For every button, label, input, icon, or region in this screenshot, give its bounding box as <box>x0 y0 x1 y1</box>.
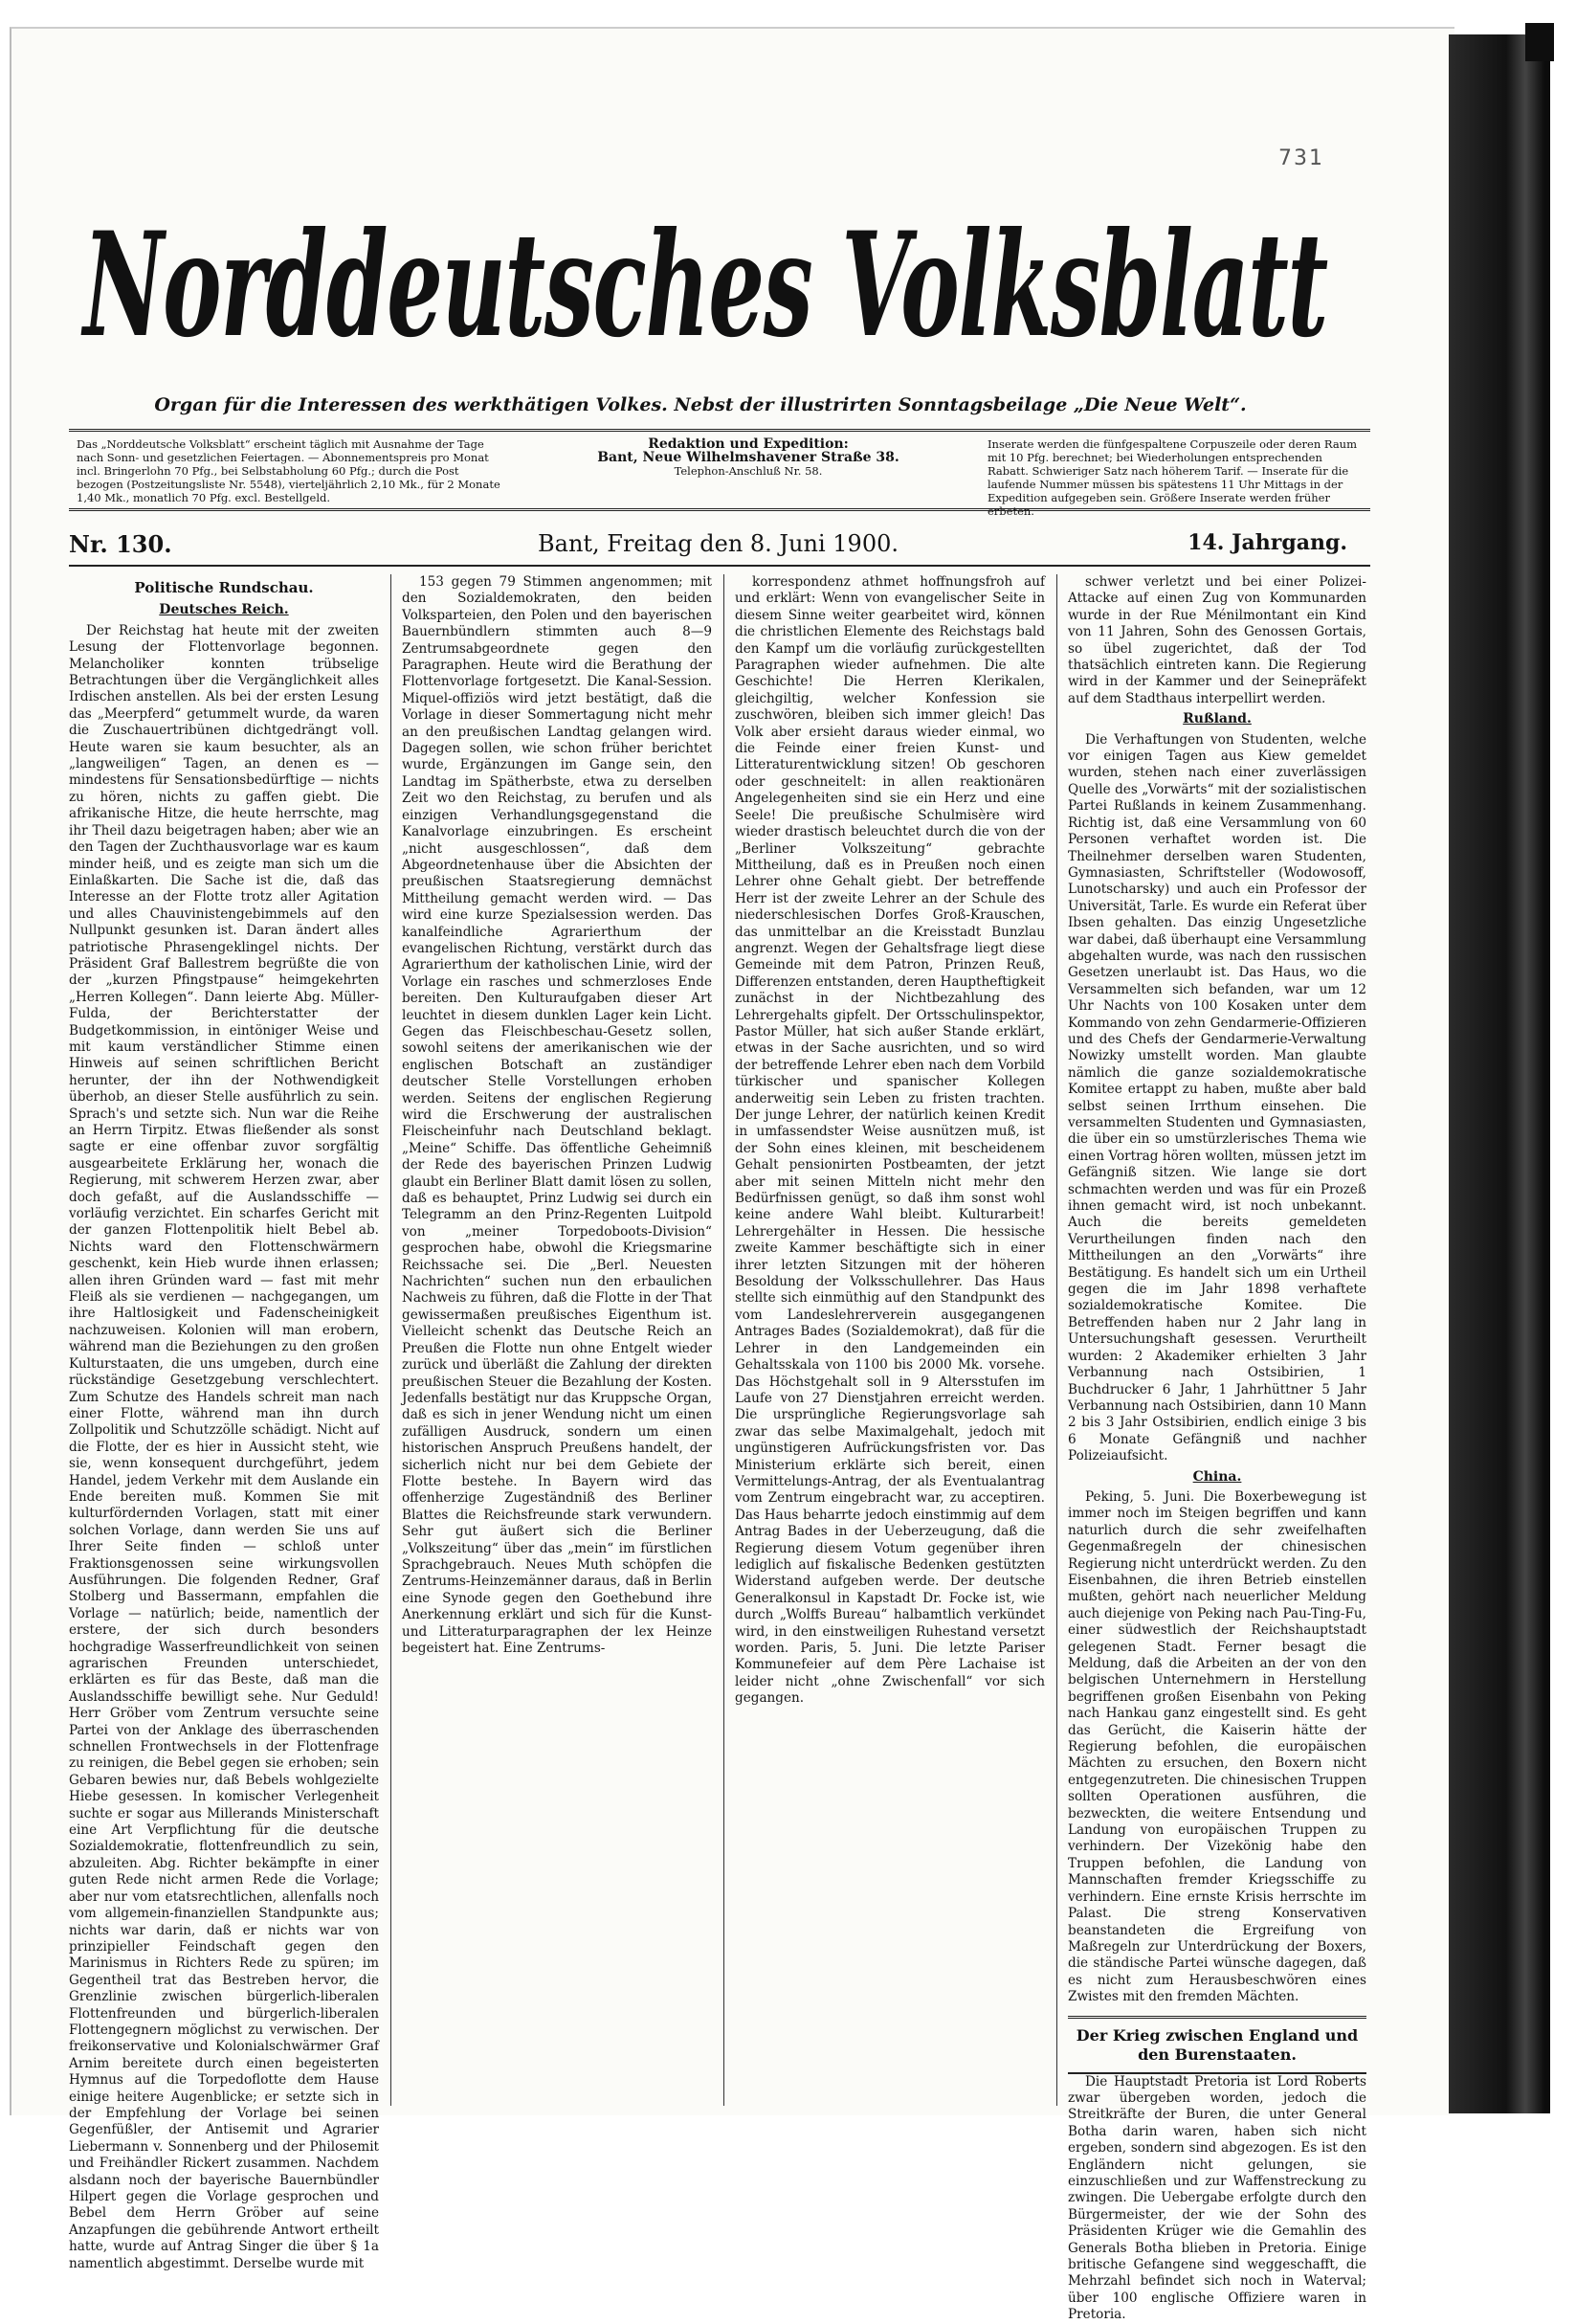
article-columns <box>69 574 1370 2323</box>
column-divider <box>1056 574 1057 2106</box>
column-4 <box>1068 574 1366 2323</box>
scan-page-edge <box>1449 34 1550 2113</box>
article-reichstag: Der Reichstag hat heute mit der zweiten Lesung der Flottenvorlage begonnen. Melancholiker konnten trübselige Betrachtungen über die Vergänglichkeit alles Irdischen anstellen. Als bei der ersten Lesung das „Meerpferd“ getummelt wurde, da waren die Zuschauertribünen dichtgedrängt voll. Heute waren sie kaum besuchter, als an „langweiligen“ Tagen, an denen es — mindestens für Sensationsbedürftige — nichts zu hören, nichts zu gaffen giebt. Die afrikanische Hitze, die heute herrschte, mag ihr Theil dazu beigetragen haben; aber wie an den Tagen der Zuchthausvorlage war es kaum minder heiß, und es zeigte man sich um die Einlaßkarten. Die Sache ist die, daß das Interesse an der Flotte trotz aller Agitation und alles Chauvinistengebimmels auf den Nullpunkt gesunken ist. Daran ändert alles patriotische Phrasengeklingel nichts. Der Präsident Graf Ballestrem begrüßte die von der „kurzen Pfingstpause“ heimgekehrten „Herren Kollegen“. Dann leierte Abg. Müller-Fulda, der Berichterstatter der Budgetkommission, in eintöniger Weise und mit kaum verständlicher Stimme einen Hinweis auf seinen schriftlichen Bericht herunter, der ihn der Nothwendigkeit überhob, an dieser Stelle ausführlich zu sein. Sprach's und setzte sich. Nun war die Reihe an Herrn Tirpitz. Etwas fließender als sonst sagte er eine offenbar zuvor sorgfältig ausgearbeitete Erklärung her, wonach die Regierung, mit schwerem Herzen zwar, aber doch gefaßt, auf die Auslandsschiffe — vorläufig verzichtet. Ein scharfes Gericht mit der ganzen Flottenpolitik hielt Bebel ab. Nichts ward den Flottenschwärmern geschenkt, kein Hieb wurde ihnen erlassen; allen ihren Gründen ward — fast mit mehr Fleiß als sie verdienen — nachgegangen, um ihre Haltlosigkeit und Fadenscheinigkeit nachzuweisen. Kolonien will man erobern, während man die Beziehungen zu den großen Kulturstaaten, die uns umgeben, durch eine rückständige Gesetzgebung verschlechtert. Zum Schutze des Handels schreit man nach einer Flotte, während man ihn durch Zollpolitik und Schutzzölle schädigt. Nicht auf die Flotte, der es hier in Aussicht steht, wie sie, wenn konsequent durchgeführt, jedem Handel, jedem Verkehr mit dem Auslande ein Ende bereiten muß. Kommen Sie mit kulturfördernden Vorlagen, statt mit einer solchen Vorlage, dann werden Sie uns auf Ihrer Seite finden — schloß unter Fraktionsgenossen seine wirkungsvollen Ausführungen. Die folgenden Redner, Graf Stolberg und Bassermann, empfahlen die Vorlage — natürlich; beide, namentlich der erstere, der sich durch besonders hochgradige Wasserfreundlichkeit von seinen agrarischen Freunden unterschiedet, erklärten es für das Beste, daß man die Auslandsschiffe bewilligt sehe. Nur Geduld! Herr Gröber vom Zentrum versuchte seine Partei von der Anklage des überraschenden schnellen Frontwechsels in der Flottenfrage zu reinigen, die Bebel gegen sie erhoben; sein Gebaren bewies nur, daß Bebels wohlgezielte Hiebe gesessen. In komischer Verlegenheit suchte er sogar aus Millerands Ministerschaft eine Art Verpflichtung für die deutsche Sozialdemokratie, flottenfreundlich zu sein, abzuleiten. Abg. Richter bekämpfte in einer guten Rede nicht armen Rede die Vorlage; aber nur vom etatsrechtlichen, allenfalls noch vom allgemein-finanziellen Standpunkte aus; nichts war darin, daß er nichts war von prinzipieller Feindschaft gegen den Marinismus in Richters Rede zu spüren; im Gegentheil trat das Bestreben hervor, die Grenzlinie zwischen bürgerlich-liberalen Flottenfreunden und bürgerlich-liberalen Flottengegnern möglichst zu verwischen. Der freikonservative und Kolonialschwärmer Graf Arnim bereitete durch einen begeisterten Hymnus auf die Torpedoflotte dem Hause einige heitere Augenblicke; er setzte sich in der Empfehlung der Vorlage bei seinen Gegenfüßler, der Antisemit und Agrarier Liebermann v. Sonnenberg und der Philosemit und Freihändler Rickert zusammen. Nachdem alsdann noch der bayerische Bauernbündler Hilpert gegen die Vorlage gesprochen und Bebel dem Herrn Gröber auf seine Anzapfungen die gebührende Antwort ertheilt hatte, wurde auf Antrag Singer die über § 1a namentlich abgestimmt. Derselbe wurde mit <box>69 622 379 2271</box>
scan-page-edge-top <box>1525 23 1554 61</box>
publication-info-row <box>69 429 1370 518</box>
issue-date: Bant, Freitag den 8. Juni 1900. <box>538 530 899 557</box>
subscription-info: Das „Norddeutsche Volksblatt“ erscheint täglich mit Ausnahme der Tage nach Sonn- und gesetzlichen Feiertagen. — Abonnementspreis pro Monat incl. Bringerlohn 70 Pfg., bei Selbstabholung 60 Pfg.; durch die Post bezogen (Postzeitungsliste Nr. 5548), vierteljährlich 2,10 Mk., für 2 Monate 1,40 Mk., monatlich 70 Pfg. excl. Bestellgeld. <box>77 437 500 504</box>
page-number: 731 <box>1278 146 1324 170</box>
article-paris-continued: schwer verletzt und bei einer Polizei-Attacke auf einen Zug von Kommunarden wurde in der Rue Ménilmontant ein Kind von 11 Jahren, Sohn des Genossen Gortais, so übel zugerichtet, daß der Tod thatsächlich eintreten kann. Die Regierung wird in der Kammer und der Seinepräfekt auf dem Stadthaus interpellirt werden. <box>1068 574 1366 706</box>
column-3 <box>735 574 1045 2106</box>
article-boer-war: Die Hauptstadt Pretoria ist Lord Roberts zwar übergeben worden, jedoch die Streitkräfte der Buren, die unter General Botha darin waren, haben sich nicht ergeben, sondern sind abgezogen. Es ist den Engländern nicht gelungen, sie einzuschließen und zur Waffenstreckung zu zwingen. Die Uebergabe erfolgte durch den Bürgermeister, der wie der Sohn des Präsidenten Krüger wie die Gemahlin des Generals Botha blieben in Pretoria. Einige britische Gefangene sind weggeschafft, die Mehrzahl befindet sich noch in Waterval; über 100 englische Offiziere waren in Pretoria. <box>1068 2073 1366 2323</box>
editorial-address <box>547 437 949 478</box>
article-column-2: 153 gegen 79 Stimmen angenommen; mit den Sozialdemokraten, den beiden Volksparteien, den Polen und den bayerischen Bauernbündlern stimmten auch 8—9 Zentrumsabgeordnete gegen den Paragraphen. Heute wird die Berathung der Flottenvorlage fortgesetzt. Die Kanal-Session. Miquel-offiziös wird jetzt bestätigt, daß die Vorlage in dieser Sommertagung nicht mehr an den preußischen Landtag gelangen wird. Dagegen sollen, wie schon früher berichtet wurde, Ergänzungen im Gange sein, den Landtag im Spätherbste, etwa zu derselben Zeit wo den Reichstag, zu berufen und als einzigen Verhandlungsgegenstand die Kanalvorlage einzubringen. Es erscheint „nicht ausgeschlossen“, daß dem Abgeordnetenhause über die Absichten der preußischen Staatsregierung demnächst Mittheilung gemacht werden wird. — Das wird eine kurze Spezialsession werden. Das kanalfeindliche Agrarierthum der evangelischen Richtung, verstärkt durch das Agrarierthum der katholischen Linie, wird der Vorlage ein rasches und schmerzloses Ende bereiten. Den Kulturaufgaben dieser Art leuchtet in diesem dunklen Lager kein Licht. Gegen das Fleischbeschau-Gesetz sollen, sowohl seitens der amerikanischen wie der englischen Botschaft an zuständiger deutscher Stelle Vorstellungen erhoben werden. Seitens der englischen Regierung wird die Erschwerung der australischen Fleischeinfuhr nach Deutschland beklagt. „Meine“ Schiffe. Das öffentliche Geheimniß der Rede des bayerischen Prinzen Ludwig glaubt ein Berliner Blatt damit lösen zu sollen, daß es behauptet, Prinz Ludwig sei durch ein Telegramm an den Prinz-Regenten Luitpold von „meiner Torpedoboots-Division“ gesprochen habe, obwohl die Kriegsmarine Reichssache sei. Die „Berl. Neuesten Nachrichten“ suchen nun den erbaulichen Nachweis zu führen, daß die Flotte in der That gewissermaßen preußisches Eigenthum ist. Vielleicht schenkt das Deutsche Reich an Preußen die Flotte nun ohne Entgelt wieder zurück und überläßt die Zahlung der direkten preußischen Steuer die Bezahlung der Kosten. Jedenfalls bestätigt nur das Kruppsche Organ, daß es sich in jener Wendung nicht um einen zufälligen Ausdruck, sondern um einen historischen Anspruch Preußens handelt, der sicherlich nicht nur bei dem Gebiete der Flotte bestehe. In Bayern wird das offenherzige Zugeständniß des Berliner Blattes die Reichsfreunde stark verwundern. Sehr gut äußert sich die Berliner „Volkszeitung“ über das „mein“ im fürstlichen Sprachgebrauch. Neues Muth schöpfen die Zentrums-Heinzemänner daraus, daß in Berlin eine Synode gegen den Goethebund ihre Anerkennung erklärt und sich für die Kunst- und Litteraturparagraphen der lex Heinze begeistert hat. Eine Zentrums- <box>402 574 712 1656</box>
article-column-3: korrespondenz athmet hoffnungsfroh auf und erklärt: Wenn von evangelischer Seite in diesem Sinne weiter gearbeitet wird, können die christlichen Elemente des Reichstags bald den Kampf um die vorläufig zurückgestellten Paragraphen wieder aufnehmen. Die alte Geschichte! Die Herren Klerikalen, gleichgiltig, welcher Konfession sie zuschwören, bleiben sich immer gleich! Das Volk aber ersieht daraus wieder einmal, wo die Feinde einer freien Kunst- und Litteraturentwicklung sitzen! Ob geschoren oder geschneitelt: in allen reaktionären Angelegenheiten sind sie ein Herz und eine Seele! Die preußische Schulmisère wird wieder drastisch beleuchtet durch die von der „Berliner Volkszeitung“ gebrachte Mittheilung, daß es in Preußen noch einen Lehrer ohne Gehalt giebt. Der betreffende Herr ist der zweite Lehrer an der Schule des niederschlesischen Dorfes Groß-Krauschen, das unmittelbar an die Kreisstadt Bunzlau angrenzt. Wegen der Gehaltsfrage liegt diese Gemeinde mit dem Patron, Prinzen Reuß, Differenzen entstanden, deren Hauptheftigkeit zunächst in der Nichtbezahlung des Lehrergehalts gipfelt. Der Ortsschulinspektor, Pastor Müller, hat sich außer Stande erklärt, etwas in der Sache ausrichten, und so wird der betreffende Lehrer eben nach dem Vorbild türkischer und spanischer Kollegen anderweitig sein Leben zu fristen trachten. Der junge Lehrer, der natürlich keinen Kredit in umfassendster Weise ausnützen muß, ist der Sohn eines kleinen, mit bescheidenem Gehalt pensionirten Postbeamten, der jetzt aber mit seinen Mitteln nicht mehr den Bedürfnissen genügt, so daß ihm sonst wohl keine andere Wahl bleibt. Kulturarbeit! Lehrergehälter in Hessen. Die hessische zweite Kammer beschäftigte sich in einer ihrer letzten Sitzungen mit der höheren Besoldung der Volksschullehrer. Das Haus stellte sich einmüthig auf den Standpunkt des vom Landeslehrerverein ausgegangenen Antrages Bades (Sozialdemokrat), daß für die Lehrer in den Landgemeinden ein Gehaltsskala von 1100 bis 2000 Mk. vorsehe. Das Höchstgehalt soll in 9 Altersstufen im Laufe von 27 Dienstjahren erreicht werden. Die ursprüngliche Regierungsvorlage sah zwar das selbe Maximalgehalt, jedoch mit ungünstigeren Aufrückungsfristen vor. Das Ministerium erklärte sich bereit, einen Vermittelungs-Antrag, der als Eventualantrag vom Zentrum eingebracht war, zu acceptiren. Das Haus beharrte jedoch einstimmig auf dem Antrag Bades in der Ueberzeugung, daß die Regierung diesem Votum gegenüber ihren lediglich auf fiskalische Bedenken gestützten Widerstand aufgeben werde. Der deutsche Generalkonsul in Kapstadt Dr. Focke ist, wie durch „Wolffs Bureau“ halbamtlich verkündet wird, in den einstweiligen Ruhestand versetzt worden. Paris, 5. Juni. Die letzte Pariser Kommunefeier auf dem Père Lachaise ist leider nicht „ohne Zwischenfall“ vor sich gegangen. <box>735 574 1045 1707</box>
masthead <box>50 153 1361 383</box>
masthead-title: Norddeutsches Volksblatt <box>80 201 1328 369</box>
column-1 <box>69 574 379 2271</box>
issue-year: 14. Jahrgang. <box>1188 530 1347 555</box>
column-2 <box>402 574 712 2106</box>
masthead-subtitle: Organ für die Interessen des werkthätigen Volkes. Nebst der illustrirten Sonntagsbeilage „Die Neue Welt“. <box>154 394 1247 415</box>
editorial-telephone: Telephon-Anschluß Nr. 58. <box>674 464 823 478</box>
masthead-title-graphic <box>50 153 1361 383</box>
newspaper-page <box>10 27 1454 2323</box>
section-subheading-reich: Deutsches Reich. <box>159 602 289 618</box>
editorial-address-label: Redaktion und Expedition: <box>648 436 849 452</box>
section-heading-boer-war: Der Krieg zwischen England und den Burenstaaten. <box>1068 2016 1366 2074</box>
section-heading-russia: Rußland. <box>1183 711 1252 727</box>
issue-number: Nr. 130. <box>69 530 172 558</box>
section-heading-politics: Politische Rundschau. <box>134 579 314 596</box>
column-divider <box>723 574 724 2106</box>
article-china: Peking, 5. Juni. Die Boxerbewegung ist immer noch im Steigen begriffen und kann naturlich durch die sehr zweifelhaften Gegenmaßregeln der chinesischen Regierung nicht unterdrückt werden. Zu den Eisenbahnen, die ihren Betrieb einstellen mußten, gehört nach neuerlicher Meldung auch diejenige von Peking nach Pau-Ting-Fu, einer südwestlich der Reichshauptstadt gelegenen Stadt. Ferner besagt die Meldung, daß die Arbeiten an der von den belgischen Unternehmern in Herstellung begriffenen großen Eisenbahn von Peking nach Hankau ganz eingestellt sind. Es geht das Gerücht, die Kaiserin hätte der Regierung befohlen, die europäischen Mächten zu ersuchen, den Boxern nicht entgegenzutreten. Die chinesischen Truppen sollten Operationen ausführen, die bezweckten, die weitere Entsendung und Landung von europäischen Truppen zu verhindern. Der Vizekönig habe den Truppen befohlen, die Landung von Mannschaften fremder Kriegsschiffe zu verhindern. Eine ernste Krisis herrschte im Palast. Die streng Konservativen beanstandeten die Ergreifung von Maßregeln zur Unterdrückung der Boxers, die ständische Partei wünsche dagegen, daß es nicht zum Herausbeschwören eines Zwistes mit den fremden Mächten. <box>1068 1488 1366 2005</box>
section-heading-china: China. <box>1192 1468 1242 1485</box>
dateline <box>69 526 1370 567</box>
advertising-info: Inserate werden die fünfgespaltene Corpuszeile oder deren Raum mit 10 Pfg. berechnet; bei Wiederholungen entsprechenden Rabatt. Schwieriger Satz nach höherem Tarif. — Inserate für die laufende Nummer müssen bis spätestens 11 Uhr Mittags in der Expedition aufgegeben sein. Größere Inserate werden früher erbeten. <box>988 437 1357 518</box>
editorial-address-street: Bant, Neue Wilhelmshavener Straße 38. <box>597 450 899 465</box>
article-russia: Die Verhaftungen von Studenten, welche vor einigen Tagen aus Kiew gemeldet wurden, stehen nach einer zuverlässigen Quelle des „Vorwärts“ mit der sozialistischen Partei Rußlands in keinem Zusammenhang. Richtig ist, daß eine Versammlung von 60 Personen verhaftet worden ist. Die Theilnehmer derselben waren Studenten, Gymnasiasten, Schriftsteller (Wodowosoff, Lunotscharsky) und auch ein Professor der Universität, Tarle. Es wurde ein Referat über Ibsen gehalten. Das einzig Ungesetzliche war dabei, daß überhaupt eine Versammlung abgehalten wurde, was nach den russischen Gesetzen unerlaubt ist. Das Haus, wo die Versammelten sich befanden, war um 12 Uhr Nachts von 100 Kosaken unter dem Kommando von zehn Gendarmerie-Offizieren und des Chefs der Gendarmerie-Verwaltung Nowizky umstellt worden. Man glaubte nämlich die ganze sozialdemokratische Komitee ertappt zu haben, mußte aber bald selbst seinen Irrthum einsehen. Die versammelten Studenten und Gymnasiasten, die über ein so umstürzlerisches Thema wie einen Vortrag hören wollten, müssen jetzt im Gefängniß sitzen. Wie lange sie dort schmachten werden und was für ein Prozeß ihnen gemacht wird, ist noch unbekannt. Auch die bereits gemeldeten Verurtheilungen finden nach den Mittheilungen an den „Vorwärts“ ihre Bestätigung. Es handelt sich um ein Urtheil gegen die im Jahr 1898 verhaftete sozialdemokratische Komitee. Die Betreffenden haben nur 2 Jahr lang in Untersuchungshaft gesessen. Verurtheilt wurden: 2 Akademiker erhielten 3 Jahr Verbannung nach Ostsibirien, 1 Buchdrucker 6 Jahr, 1 Jahrhüttner 5 Jahr Verbannung nach Ostsibirien, dann 10 Mann 2 bis 3 Jahr Ostsibirien, endlich einige 3 bis 6 Monate Gefängniß und nachher Polizeiaufsicht. <box>1068 731 1366 1464</box>
column-divider <box>390 574 391 2106</box>
